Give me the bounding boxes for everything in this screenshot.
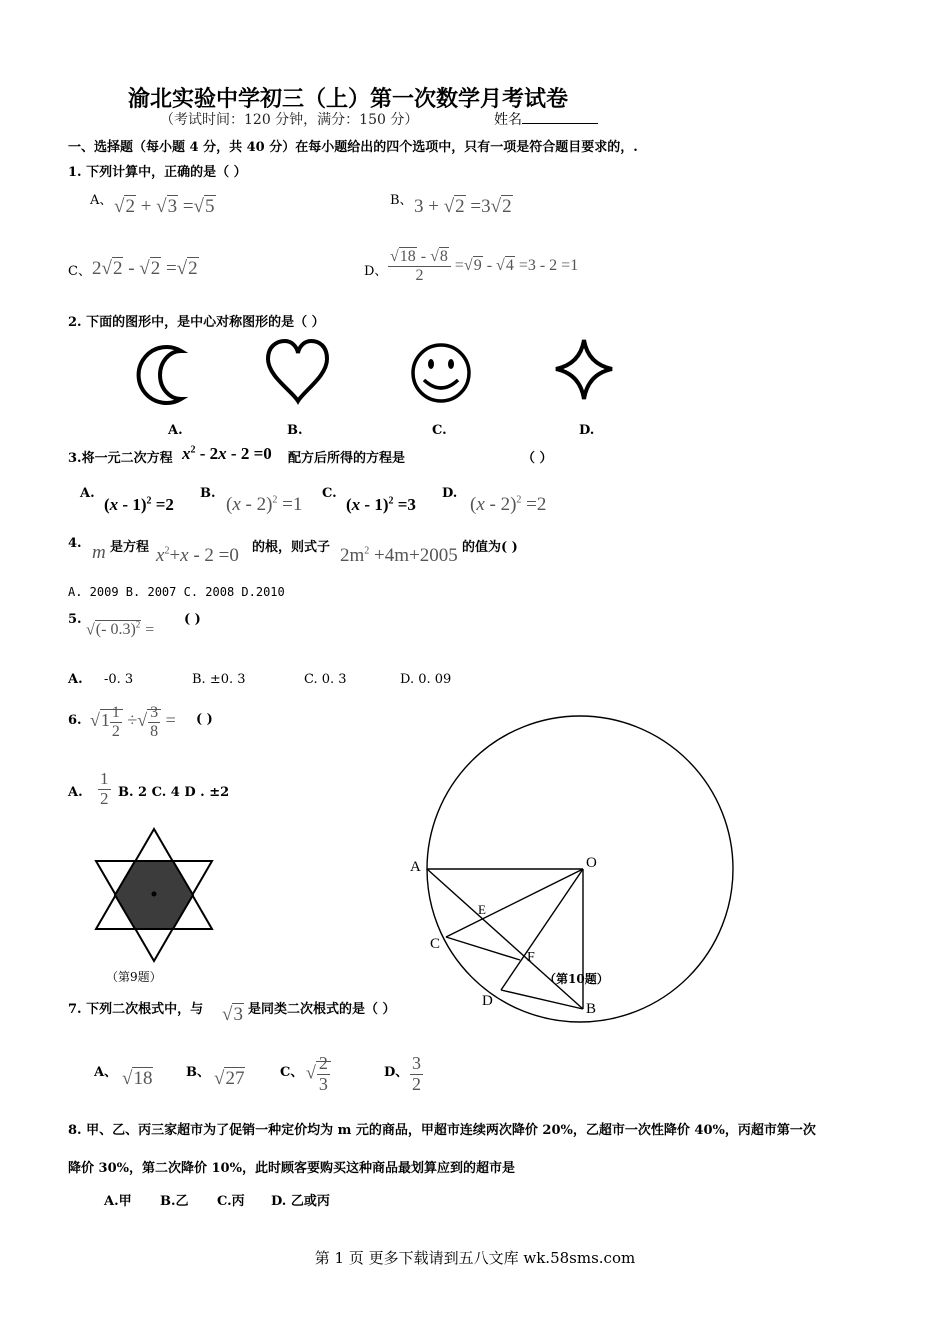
q4-text-3: 的值为( )	[462, 540, 518, 555]
q7-label-a: A、	[94, 1065, 118, 1080]
name-label: 姓名	[494, 112, 522, 128]
q3-label-a: A.	[80, 486, 95, 501]
q7-stem-after: 是同类二次根式的是（ ）	[248, 1002, 396, 1017]
q1-option-c-label: C、	[68, 264, 91, 279]
q6-options-rest: B. 2 C. 4 D . ±2	[118, 785, 230, 800]
q4-expression: $2m^2 +4m+2005$	[340, 545, 458, 566]
q8-line-2: 降价 30%，第二次降价 10%，此时顾客要购买这种商品最划算应到的超市是	[68, 1161, 515, 1176]
q5-option-c: C. 0. 3	[304, 672, 347, 687]
q5-option-d: D. 0. 09	[400, 672, 452, 687]
q7-stem-before: 7. 下列二次根式中，与	[68, 1002, 204, 1017]
q6-expression: √1 $\frac{1}{2}$ ÷√ $\frac{3}{8}$ =	[90, 704, 176, 740]
q5-option-b: B. ±0. 3	[192, 672, 246, 687]
q5-option-a: -0. 3	[104, 672, 134, 687]
q7-option-c: √ $\frac{2}{3}$	[306, 1054, 331, 1095]
q6-option-a-value: $\frac{1}{2}$	[100, 769, 109, 808]
q4-number: 4.	[68, 536, 82, 551]
q2-label-b: B.	[287, 423, 303, 438]
q1-option-a-label: A、	[90, 193, 113, 208]
q2-label-c: C.	[432, 423, 447, 438]
q3-label-d: D.	[442, 486, 458, 501]
q6-label-a: A.	[68, 785, 83, 800]
q8-option-b: B.乙	[160, 1194, 189, 1209]
point-b-label: B	[586, 1001, 597, 1017]
q3-equation: $x^2 - 2x - 2 =0$	[182, 444, 272, 463]
q7-label-d: D、	[384, 1065, 409, 1080]
page-footer: 第 1 页 更多下载请到五八文库 wk.58sms.com	[314, 1249, 636, 1267]
q1-option-b-formula: 3 + √2 =3√2	[414, 196, 512, 217]
q6-number: 6.	[68, 713, 82, 728]
q7-root-3: √3	[222, 1004, 243, 1025]
q4-equation: $x^2+x - 2 =0$	[156, 545, 239, 566]
point-c-label: C	[430, 936, 441, 952]
q7-label-b: B、	[186, 1065, 210, 1080]
q8-option-c: C.丙	[217, 1194, 245, 1209]
q6-paren: ( )	[196, 712, 213, 727]
q5-number: 5.	[68, 612, 82, 627]
q1-option-d-formula: $\frac{√18 - √8}{2}$ =√9 - √4 =3 - 2 =1	[390, 248, 579, 284]
q7-option-b: √27	[214, 1068, 245, 1089]
q5-label-a: A.	[68, 672, 83, 687]
q4-text-2: 的根，则式子	[252, 540, 331, 555]
q1-option-c-formula: 2√2 - √2 =√2	[92, 258, 198, 279]
q3-option-c: (x - 1)$^2$ =3	[346, 495, 416, 514]
q1-stem: 1. 下列计算中，正确的是（ ）	[68, 165, 247, 180]
q8-option-d: D. 乙或丙	[271, 1194, 330, 1209]
q3-stem-before: 3.将一元二次方程	[68, 451, 173, 466]
q4-options: A. 2009 B. 2007 C. 2008 D.2010	[68, 585, 285, 599]
q7-label-c: C、	[280, 1065, 304, 1080]
q2-label-a: A.	[168, 423, 183, 438]
section-one-heading: 一、选择题（每小题 4 分，共 40 分）在每小题给出的四个选项中，只有一项是符合题目要求的，.	[68, 140, 638, 155]
q7-option-d: $\frac{3}{2}$	[412, 1053, 421, 1094]
q1-option-d-label: D、	[364, 264, 388, 279]
q4-var-m: m	[92, 542, 106, 563]
point-f-label: F	[527, 950, 535, 965]
figure-9-caption: （第9题）	[106, 970, 162, 984]
q5-paren: ( )	[184, 612, 201, 627]
q3-label-b: B.	[200, 486, 216, 501]
q3-label-c: C.	[322, 486, 337, 501]
q3-option-a: (x - 1)$^2$ =2	[104, 495, 174, 514]
q8-option-a: A.甲	[104, 1194, 132, 1209]
page-title: 渝北实验中学初三（上）第一次数学月考试卷	[128, 86, 569, 112]
q2-label-d: D.	[579, 423, 595, 438]
point-e-label: E	[478, 902, 486, 917]
point-a-label: A	[410, 859, 421, 875]
q3-stem-after: 配方后所得的方程是	[288, 451, 406, 466]
q5-expression: √(- 0.3)$^2$ =	[86, 620, 155, 639]
point-d-label: D	[482, 993, 493, 1009]
exam-info: （考试时间：120 分钟，满分：150 分）	[160, 112, 419, 128]
q4-text-1: 是方程	[110, 540, 150, 555]
point-o-label: O	[586, 855, 597, 871]
q3-paren: （ ）	[522, 451, 553, 466]
q7-option-a: √18	[122, 1068, 153, 1089]
q1-option-b-label: B、	[390, 193, 413, 208]
figure-10-caption: （第10题）	[544, 972, 609, 986]
q1-option-a-formula: √2 + √3 =√5	[114, 196, 215, 217]
q8-line-1: 8. 甲、乙、丙三家超市为了促销一种定价均为 m 元的商品，甲超市连续两次降价 20%，乙超市一次性降价 40%，丙超市第一次	[68, 1123, 816, 1138]
q2-stem: 2. 下面的图形中，是中心对称图形的是（ ）	[68, 315, 325, 330]
q3-option-d: (x - 2)$^2$ =2	[470, 494, 547, 515]
q3-option-b: (x - 2)$^2$ =1	[226, 494, 303, 515]
